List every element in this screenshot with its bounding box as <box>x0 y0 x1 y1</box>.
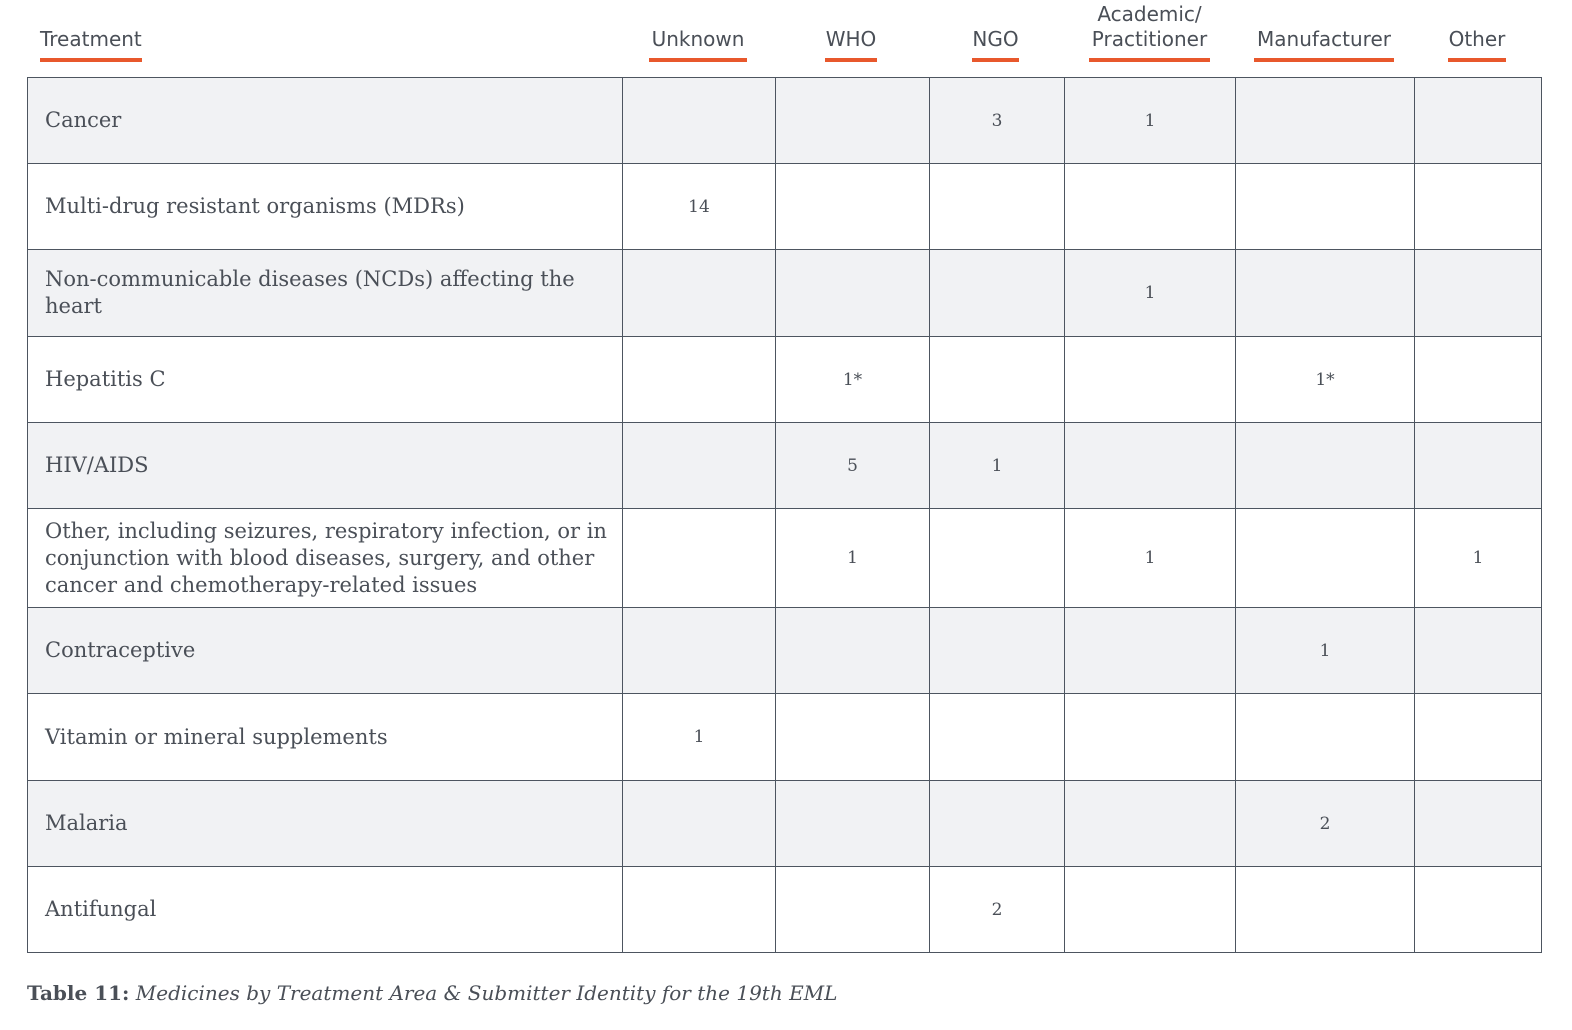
cell-manufacturer <box>1236 250 1415 337</box>
cell-manufacturer <box>1236 694 1415 781</box>
cell-academic <box>1065 781 1236 867</box>
cell-academic <box>1065 694 1236 781</box>
table-row <box>28 694 1542 781</box>
cell-unknown <box>623 608 776 694</box>
cell-manufacturer <box>1236 164 1415 250</box>
caption-label: Table 11: <box>27 981 130 1005</box>
cell-who <box>776 250 930 337</box>
cell-ngo <box>930 250 1065 337</box>
cell-unknown: 1 <box>623 694 776 781</box>
cell-who <box>776 608 930 694</box>
cell-unknown: 14 <box>623 164 776 250</box>
cell-manufacturer <box>1236 78 1415 164</box>
table-row <box>28 867 1542 953</box>
cell-manufacturer: 1* <box>1236 337 1415 423</box>
cell-ngo: 3 <box>930 78 1065 164</box>
cell-who <box>776 164 930 250</box>
cell-ngo <box>930 781 1065 867</box>
cell-academic <box>1065 423 1236 509</box>
cell-who: 1* <box>776 337 930 423</box>
row-label: Hepatitis C <box>28 337 623 423</box>
cell-unknown <box>623 337 776 423</box>
column-header-ngo: NGO <box>972 27 1019 62</box>
column-header-manufacturer: Manufacturer <box>1254 27 1394 62</box>
cell-unknown <box>623 781 776 867</box>
table-row <box>28 78 1542 164</box>
cell-other <box>1415 694 1542 781</box>
cell-academic <box>1065 337 1236 423</box>
cell-manufacturer <box>1236 509 1415 608</box>
cell-who: 5 <box>776 423 930 509</box>
cell-who <box>776 78 930 164</box>
cell-other <box>1415 867 1542 953</box>
cell-other <box>1415 337 1542 423</box>
cell-ngo: 2 <box>930 867 1065 953</box>
treatment-table <box>27 77 1542 953</box>
cell-academic: 1 <box>1065 509 1236 608</box>
cell-academic <box>1065 608 1236 694</box>
table-row <box>28 781 1542 867</box>
column-header-unknown: Unknown <box>649 27 747 62</box>
table-row <box>28 423 1542 509</box>
row-label: Non-communicable diseases (NCDs) affecting the heart <box>28 250 623 337</box>
row-label: Malaria <box>28 781 623 867</box>
table-row <box>28 164 1542 250</box>
cell-academic: 1 <box>1065 78 1236 164</box>
row-label: Cancer <box>28 78 623 164</box>
cell-other: 1 <box>1415 509 1542 608</box>
column-header-academic-practitioner <box>1089 2 1210 62</box>
cell-who: 1 <box>776 509 930 608</box>
cell-ngo <box>930 608 1065 694</box>
cell-other <box>1415 78 1542 164</box>
cell-unknown <box>623 250 776 337</box>
row-label: Antifungal <box>28 867 623 953</box>
row-label: HIV/AIDS <box>28 423 623 509</box>
cell-unknown <box>623 78 776 164</box>
cell-manufacturer: 2 <box>1236 781 1415 867</box>
cell-academic <box>1065 867 1236 953</box>
column-header-treatment: Treatment <box>40 27 142 62</box>
table-row <box>28 250 1542 337</box>
cell-who <box>776 781 930 867</box>
table-header <box>0 0 1572 78</box>
cell-manufacturer <box>1236 867 1415 953</box>
table-row <box>28 337 1542 423</box>
column-header-other: Other <box>1448 27 1506 62</box>
cell-who <box>776 867 930 953</box>
cell-other <box>1415 423 1542 509</box>
cell-other <box>1415 250 1542 337</box>
table-row <box>28 608 1542 694</box>
column-header-academic-line1: Academic/ <box>1097 2 1202 26</box>
cell-other <box>1415 164 1542 250</box>
row-label: Contraceptive <box>28 608 623 694</box>
cell-unknown <box>623 423 776 509</box>
table-caption <box>27 981 837 1005</box>
column-header-academic-line2: Practitioner <box>1091 27 1208 51</box>
cell-who <box>776 694 930 781</box>
row-label: Multi-drug resistant organisms (MDRs) <box>28 164 623 250</box>
column-header-who: WHO <box>825 27 877 62</box>
cell-other <box>1415 608 1542 694</box>
cell-ngo <box>930 509 1065 608</box>
cell-academic <box>1065 164 1236 250</box>
cell-unknown <box>623 509 776 608</box>
cell-ngo <box>930 164 1065 250</box>
cell-ngo <box>930 337 1065 423</box>
cell-unknown <box>623 867 776 953</box>
cell-ngo: 1 <box>930 423 1065 509</box>
row-label: Vitamin or mineral supplements <box>28 694 623 781</box>
cell-academic: 1 <box>1065 250 1236 337</box>
cell-manufacturer: 1 <box>1236 608 1415 694</box>
caption-text: Medicines by Treatment Area & Submitter Identity for the 19th EML <box>135 981 838 1005</box>
row-label: Other, including seizures, respiratory infection, or in conjunction with blood diseases, surgery, and other cancer and chemotherapy-related issues <box>28 509 623 608</box>
cell-ngo <box>930 694 1065 781</box>
cell-other <box>1415 781 1542 867</box>
table-row <box>28 509 1542 608</box>
cell-manufacturer <box>1236 423 1415 509</box>
